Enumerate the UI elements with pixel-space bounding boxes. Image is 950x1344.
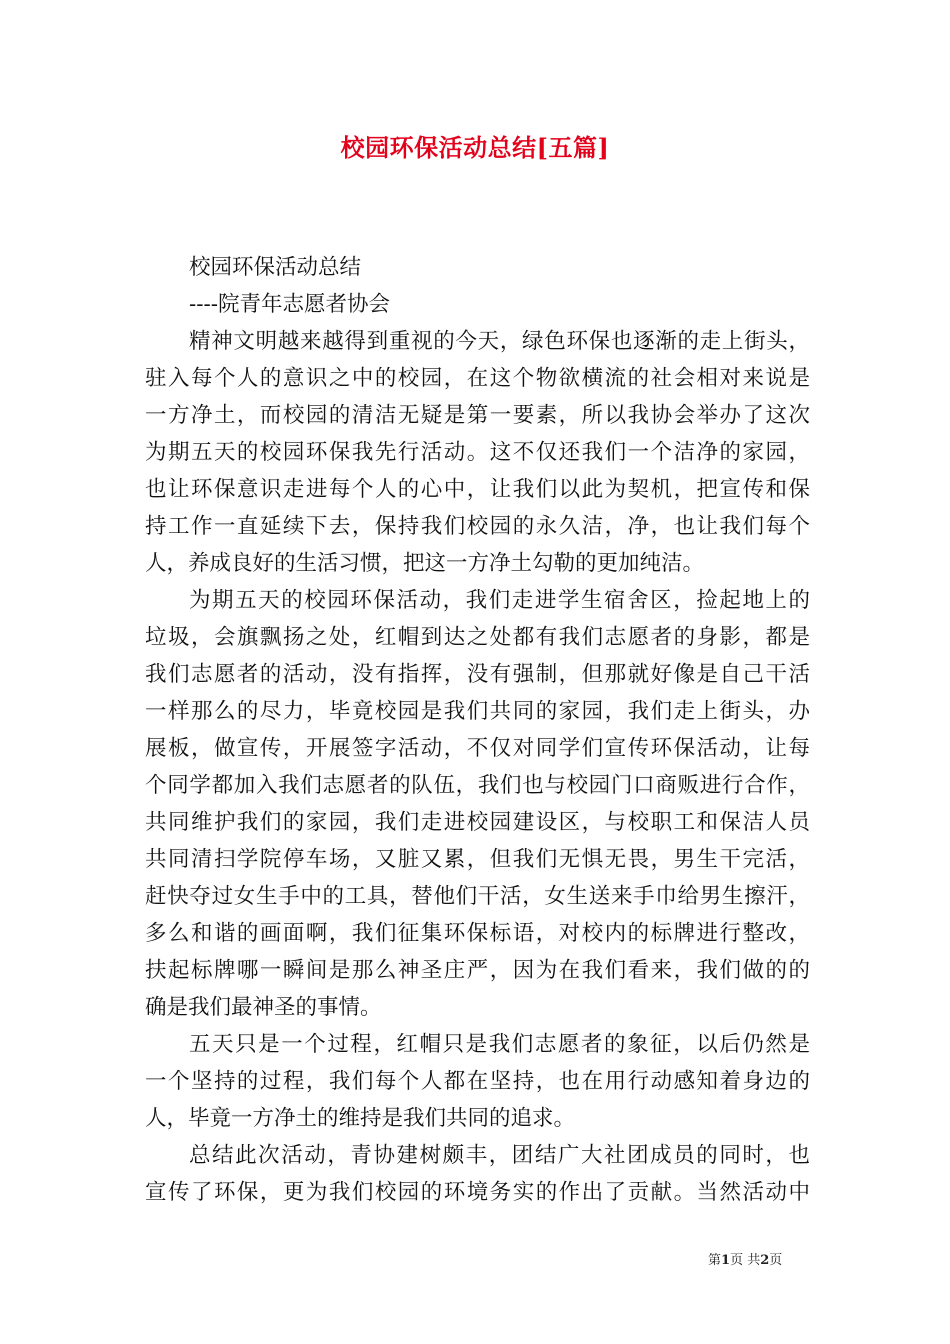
document-body xyxy=(145,249,810,1211)
paragraph-line: 也让环保意识走进每个人的心中，让我们以此为契机，把宣传和保 xyxy=(145,477,810,502)
paragraph-line: 一样那么的尽力，毕竟校园是我们共同的家园，我们走上街头，办 xyxy=(145,699,810,724)
paragraph-line: 多么和谐的画面啊，我们征集环保标语，对校内的标牌进行整改， xyxy=(145,921,810,946)
paragraph-line: 人，毕竟一方净土的维持是我们共同的追求。 xyxy=(145,1106,576,1131)
footer-current-page: 1 xyxy=(721,1253,731,1268)
paragraph-line: 共同清扫学院停车场，又脏又累，但我们无惧无畏，男生干完活， xyxy=(145,847,810,872)
paragraph-line: 一方净土，而校园的清洁无疑是第一要素，所以我协会举办了这次 xyxy=(145,403,810,428)
paragraph-line: 展板，做宣传，开展签字活动，不仅对同学们宣传环保活动，让每 xyxy=(145,736,810,761)
paragraph-line: 宣传了环保，更为我们校园的环境务实的作出了贡献。当然活动中 xyxy=(145,1180,810,1205)
footer-total-pages: 2 xyxy=(760,1253,770,1268)
paragraph-line: 确是我们最神圣的事情。 xyxy=(145,995,382,1020)
paragraph-line: 一个坚持的过程，我们每个人都在坚持，也在用行动感知着身边的 xyxy=(145,1069,810,1094)
paragraph-line: 我们志愿者的活动，没有指挥，没有强制，但那就好像是自己干活 xyxy=(145,662,810,687)
footer-middle: 页 共 xyxy=(730,1253,761,1268)
paragraph-line: 为期五天的校园环保我先行活动。这不仅还我们一个洁净的家园， xyxy=(145,440,810,465)
paragraph xyxy=(145,323,810,582)
document-title: 校园环保活动总结[五篇] xyxy=(340,133,610,162)
paragraph-line: 人，养成良好的生活习惯，把这一方净土勾勒的更加纯洁。 xyxy=(145,551,705,576)
paragraph-line: 持工作一直延续下去，保持我们校园的永久洁，净，也让我们每个 xyxy=(145,514,810,539)
paragraph-line: 垃圾，会旗飘扬之处，红帽到达之处都有我们志愿者的身影，都是 xyxy=(145,625,810,650)
paragraph-line: 五天只是一个过程，红帽只是我们志愿者的象征，以后仍然是 xyxy=(189,1032,810,1057)
page-footer xyxy=(708,1249,782,1268)
paragraph xyxy=(145,582,810,1026)
paragraph-line: 驻入每个人的意识之中的校园，在这个物欲横流的社会相对来说是 xyxy=(145,366,810,391)
paragraph xyxy=(145,1137,810,1211)
paragraph-line: 共同维护我们的家园，我们走进校园建设区，与校职工和保洁人员 xyxy=(145,810,810,835)
paragraph-line: 为期五天的校园环保活动，我们走进学生宿舍区，捡起地上的 xyxy=(189,588,810,613)
section-heading: 校园环保活动总结 xyxy=(189,255,362,280)
footer-prefix: 第 xyxy=(708,1253,722,1268)
paragraph-line: 总结此次活动，青协建树颇丰，团结广大社团成员的同时，也 xyxy=(189,1143,810,1168)
section-author: ----院青年志愿者协会 xyxy=(189,292,391,317)
footer-suffix: 页 xyxy=(769,1253,783,1268)
paragraph-line: 赶快夺过女生手中的工具，替他们干活，女生送来手巾给男生擦汗， xyxy=(145,884,810,909)
paragraph-line: 扶起标牌哪一瞬间是那么神圣庄严，因为在我们看来，我们做的的 xyxy=(145,958,810,983)
paragraph xyxy=(145,1026,810,1137)
paragraph-line: 个同学都加入我们志愿者的队伍，我们也与校园门口商贩进行合作， xyxy=(145,773,810,798)
paragraph-line: 精神文明越来越得到重视的今天，绿色环保也逐渐的走上街头， xyxy=(189,329,810,354)
